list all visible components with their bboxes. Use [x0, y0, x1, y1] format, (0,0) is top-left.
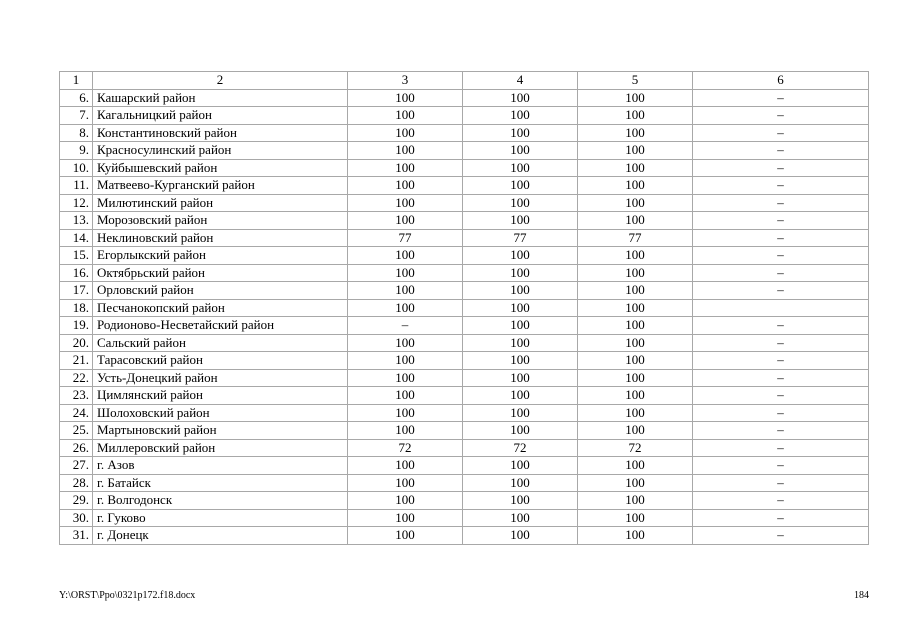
value-cell: 100	[348, 264, 463, 282]
district-name-cell: г. Волгодонск	[93, 492, 348, 510]
value-cell: 100	[348, 404, 463, 422]
row-number-cell: 6.	[60, 89, 93, 107]
value-cell: 100	[578, 457, 693, 475]
value-cell: 100	[578, 492, 693, 510]
value-cell: 100	[578, 264, 693, 282]
district-name-cell: Орловский район	[93, 282, 348, 300]
value-cell: 100	[578, 142, 693, 160]
dash-cell: –	[693, 474, 869, 492]
value-cell: 100	[463, 457, 578, 475]
district-name-cell: Цимлянский район	[93, 387, 348, 405]
value-cell: 100	[578, 387, 693, 405]
value-cell: 100	[348, 457, 463, 475]
value-cell: 100	[463, 474, 578, 492]
value-cell: 100	[348, 159, 463, 177]
table-row	[60, 404, 869, 422]
value-cell: 100	[578, 299, 693, 317]
row-number-cell: 22.	[60, 369, 93, 387]
row-number-cell: 15.	[60, 247, 93, 265]
value-cell: 100	[578, 509, 693, 527]
table-row	[60, 387, 869, 405]
dash-cell: –	[693, 404, 869, 422]
table-row	[60, 527, 869, 545]
table-row	[60, 229, 869, 247]
header-cell: 2	[93, 72, 348, 90]
value-cell: 100	[348, 509, 463, 527]
value-cell: 77	[348, 229, 463, 247]
table-row	[60, 509, 869, 527]
dash-cell: –	[693, 142, 869, 160]
district-name-cell: Усть-Донецкий район	[93, 369, 348, 387]
value-cell: 100	[463, 369, 578, 387]
value-cell: 100	[348, 369, 463, 387]
value-cell: 100	[348, 527, 463, 545]
value-cell: 100	[463, 107, 578, 125]
value-cell: 100	[578, 89, 693, 107]
dash-cell: –	[693, 352, 869, 370]
district-name-cell: Милютинский район	[93, 194, 348, 212]
table-row	[60, 177, 869, 195]
dash-cell: –	[693, 107, 869, 125]
value-cell: –	[348, 317, 463, 335]
value-cell: 100	[463, 124, 578, 142]
value-cell: 72	[348, 439, 463, 457]
value-cell: 100	[348, 194, 463, 212]
table-body	[60, 72, 869, 545]
district-name-cell: Кагальницкий район	[93, 107, 348, 125]
district-name-cell: Кашарский район	[93, 89, 348, 107]
value-cell: 100	[463, 334, 578, 352]
row-number-cell: 29.	[60, 492, 93, 510]
data-table	[59, 71, 869, 545]
district-name-cell: Тарасовский район	[93, 352, 348, 370]
dash-cell: –	[693, 159, 869, 177]
dash-cell: –	[693, 282, 869, 300]
table-row	[60, 212, 869, 230]
table-row	[60, 264, 869, 282]
value-cell: 100	[578, 317, 693, 335]
value-cell: 100	[578, 474, 693, 492]
value-cell: 100	[348, 107, 463, 125]
table-header-row	[60, 72, 869, 90]
row-number-cell: 27.	[60, 457, 93, 475]
dash-cell	[693, 299, 869, 317]
table-row	[60, 124, 869, 142]
table-row	[60, 352, 869, 370]
value-cell: 100	[348, 247, 463, 265]
row-number-cell: 19.	[60, 317, 93, 335]
row-number-cell: 26.	[60, 439, 93, 457]
dash-cell: –	[693, 369, 869, 387]
row-number-cell: 16.	[60, 264, 93, 282]
value-cell: 100	[348, 492, 463, 510]
header-cell: 4	[463, 72, 578, 90]
dash-cell: –	[693, 194, 869, 212]
value-cell: 100	[578, 159, 693, 177]
dash-cell: –	[693, 509, 869, 527]
district-name-cell: Песчанокопский район	[93, 299, 348, 317]
table-row	[60, 317, 869, 335]
district-name-cell: г. Азов	[93, 457, 348, 475]
district-name-cell: Родионово-Несветайский район	[93, 317, 348, 335]
footer-file-path: Y:\ORST\Ppo\0321p172.f18.docx	[59, 590, 196, 601]
row-number-cell: 9.	[60, 142, 93, 160]
row-number-cell: 14.	[60, 229, 93, 247]
table-row	[60, 422, 869, 440]
value-cell: 100	[578, 422, 693, 440]
row-number-cell: 30.	[60, 509, 93, 527]
header-cell: 1	[60, 72, 93, 90]
district-name-cell: Матвеево-Курганский район	[93, 177, 348, 195]
value-cell: 100	[463, 422, 578, 440]
value-cell: 100	[348, 299, 463, 317]
district-name-cell: Неклиновский район	[93, 229, 348, 247]
district-name-cell: Константиновский район	[93, 124, 348, 142]
value-cell: 100	[463, 142, 578, 160]
row-number-cell: 28.	[60, 474, 93, 492]
table-row	[60, 89, 869, 107]
value-cell: 100	[463, 492, 578, 510]
value-cell: 100	[463, 159, 578, 177]
row-number-cell: 12.	[60, 194, 93, 212]
row-number-cell: 11.	[60, 177, 93, 195]
row-number-cell: 7.	[60, 107, 93, 125]
header-cell: 5	[578, 72, 693, 90]
dash-cell: –	[693, 89, 869, 107]
district-name-cell: г. Донецк	[93, 527, 348, 545]
dash-cell: –	[693, 334, 869, 352]
dash-cell: –	[693, 439, 869, 457]
header-cell: 6	[693, 72, 869, 90]
value-cell: 100	[463, 387, 578, 405]
value-cell: 72	[578, 439, 693, 457]
dash-cell: –	[693, 422, 869, 440]
value-cell: 100	[463, 352, 578, 370]
row-number-cell: 24.	[60, 404, 93, 422]
value-cell: 100	[578, 212, 693, 230]
value-cell: 100	[348, 89, 463, 107]
row-number-cell: 10.	[60, 159, 93, 177]
value-cell: 100	[463, 509, 578, 527]
value-cell: 100	[463, 299, 578, 317]
value-cell: 77	[578, 229, 693, 247]
table-row	[60, 194, 869, 212]
row-number-cell: 20.	[60, 334, 93, 352]
value-cell: 100	[578, 369, 693, 387]
value-cell: 100	[463, 177, 578, 195]
table-row	[60, 299, 869, 317]
value-cell: 100	[463, 404, 578, 422]
value-cell: 100	[463, 247, 578, 265]
value-cell: 100	[463, 264, 578, 282]
value-cell: 100	[578, 194, 693, 212]
row-number-cell: 31.	[60, 527, 93, 545]
dash-cell: –	[693, 264, 869, 282]
district-name-cell: Шолоховский район	[93, 404, 348, 422]
value-cell: 100	[463, 527, 578, 545]
value-cell: 100	[578, 247, 693, 265]
value-cell: 100	[578, 124, 693, 142]
district-name-cell: Октябрьский район	[93, 264, 348, 282]
value-cell: 100	[348, 334, 463, 352]
table-row	[60, 369, 869, 387]
row-number-cell: 17.	[60, 282, 93, 300]
district-name-cell: г. Гуково	[93, 509, 348, 527]
dash-cell: –	[693, 492, 869, 510]
value-cell: 100	[348, 212, 463, 230]
row-number-cell: 21.	[60, 352, 93, 370]
value-cell: 100	[463, 194, 578, 212]
dash-cell: –	[693, 212, 869, 230]
dash-cell: –	[693, 387, 869, 405]
value-cell: 100	[463, 89, 578, 107]
dash-cell: –	[693, 177, 869, 195]
value-cell: 100	[348, 474, 463, 492]
value-cell: 100	[578, 177, 693, 195]
dash-cell: –	[693, 247, 869, 265]
value-cell: 100	[348, 142, 463, 160]
district-name-cell: Мартыновский район	[93, 422, 348, 440]
row-number-cell: 13.	[60, 212, 93, 230]
value-cell: 77	[463, 229, 578, 247]
value-cell: 100	[348, 124, 463, 142]
value-cell: 100	[578, 334, 693, 352]
table-row	[60, 334, 869, 352]
table-row	[60, 282, 869, 300]
district-name-cell: Егорлыкский район	[93, 247, 348, 265]
row-number-cell: 25.	[60, 422, 93, 440]
row-number-cell: 23.	[60, 387, 93, 405]
row-number-cell: 18.	[60, 299, 93, 317]
table-row	[60, 159, 869, 177]
district-name-cell: Красносулинский район	[93, 142, 348, 160]
table-row	[60, 107, 869, 125]
value-cell: 100	[578, 527, 693, 545]
table-row	[60, 492, 869, 510]
table-row	[60, 457, 869, 475]
district-name-cell: Куйбышевский район	[93, 159, 348, 177]
value-cell: 100	[348, 387, 463, 405]
district-name-cell: Сальский район	[93, 334, 348, 352]
table-row	[60, 474, 869, 492]
district-name-cell: Миллеровский район	[93, 439, 348, 457]
dash-cell: –	[693, 229, 869, 247]
row-number-cell: 8.	[60, 124, 93, 142]
value-cell: 100	[348, 422, 463, 440]
value-cell: 100	[578, 107, 693, 125]
header-cell: 3	[348, 72, 463, 90]
table-row	[60, 142, 869, 160]
value-cell: 100	[348, 352, 463, 370]
value-cell: 100	[348, 282, 463, 300]
table-row	[60, 439, 869, 457]
value-cell: 100	[463, 317, 578, 335]
value-cell: 100	[578, 404, 693, 422]
dash-cell: –	[693, 527, 869, 545]
value-cell: 100	[578, 282, 693, 300]
dash-cell: –	[693, 317, 869, 335]
table-row	[60, 247, 869, 265]
page-number: 184	[854, 590, 869, 601]
district-name-cell: г. Батайск	[93, 474, 348, 492]
value-cell: 100	[578, 352, 693, 370]
value-cell: 100	[348, 177, 463, 195]
district-name-cell: Морозовский район	[93, 212, 348, 230]
value-cell: 72	[463, 439, 578, 457]
value-cell: 100	[463, 282, 578, 300]
dash-cell: –	[693, 124, 869, 142]
value-cell: 100	[463, 212, 578, 230]
dash-cell: –	[693, 457, 869, 475]
